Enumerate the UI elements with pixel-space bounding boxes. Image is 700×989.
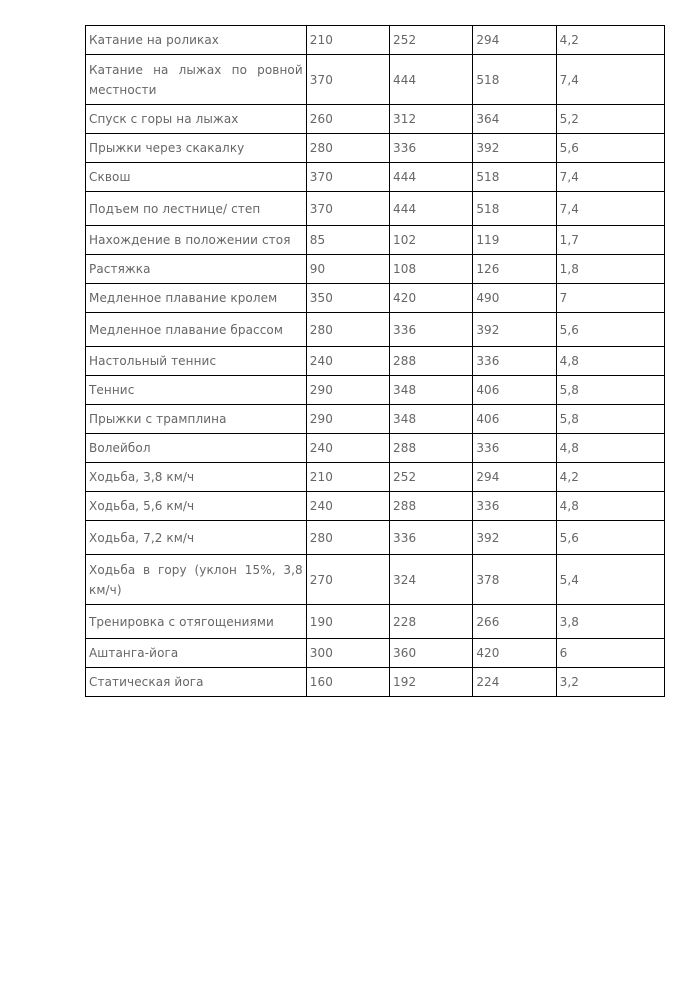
table-row [86, 284, 665, 313]
value-cell-col2: 192 [390, 668, 473, 697]
activity-name-cell: Подъем по лестнице/ степ [86, 192, 307, 226]
table-row [86, 163, 665, 192]
value-cell-col1: 90 [306, 255, 389, 284]
activity-name-cell: Настольный теннис [86, 347, 307, 376]
value-cell-col2: 444 [390, 55, 473, 105]
value-cell-col4: 5,4 [556, 555, 664, 605]
value-cell-col2: 312 [390, 105, 473, 134]
table-row [86, 463, 665, 492]
value-cell-col4: 4,2 [556, 463, 664, 492]
table-row [86, 313, 665, 347]
value-cell-col3: 126 [473, 255, 556, 284]
value-cell-col3: 392 [473, 521, 556, 555]
value-cell-col3: 294 [473, 463, 556, 492]
activity-name-cell: Аштанга-йога [86, 639, 307, 668]
activity-name-cell: Ходьба, 3,8 км/ч [86, 463, 307, 492]
table-row [86, 405, 665, 434]
activity-name-cell: Ходьба в гору (уклон 15%, 3,8 км/ч) [86, 555, 307, 605]
value-cell-col3: 266 [473, 605, 556, 639]
table-row [86, 134, 665, 163]
value-cell-col4: 1,8 [556, 255, 664, 284]
value-cell-col3: 392 [473, 134, 556, 163]
table-row [86, 105, 665, 134]
value-cell-col3: 518 [473, 163, 556, 192]
value-cell-col2: 336 [390, 134, 473, 163]
value-cell-col2: 102 [390, 226, 473, 255]
activity-name-cell: Катание на роликах [86, 26, 307, 55]
value-cell-col3: 378 [473, 555, 556, 605]
value-cell-col4: 7,4 [556, 163, 664, 192]
value-cell-col1: 300 [306, 639, 389, 668]
value-cell-col1: 280 [306, 313, 389, 347]
table-row [86, 639, 665, 668]
value-cell-col3: 364 [473, 105, 556, 134]
value-cell-col1: 370 [306, 163, 389, 192]
table-body [86, 26, 665, 697]
value-cell-col1: 240 [306, 492, 389, 521]
value-cell-col4: 5,6 [556, 521, 664, 555]
value-cell-col2: 348 [390, 405, 473, 434]
value-cell-col3: 518 [473, 55, 556, 105]
table-row [86, 347, 665, 376]
value-cell-col1: 190 [306, 605, 389, 639]
value-cell-col4: 3,2 [556, 668, 664, 697]
table-row [86, 226, 665, 255]
value-cell-col2: 444 [390, 163, 473, 192]
value-cell-col2: 348 [390, 376, 473, 405]
value-cell-col2: 288 [390, 347, 473, 376]
value-cell-col4: 6 [556, 639, 664, 668]
activity-name-cell: Спуск с горы на лыжах [86, 105, 307, 134]
table-row [86, 668, 665, 697]
value-cell-col3: 406 [473, 405, 556, 434]
value-cell-col4: 7,4 [556, 55, 664, 105]
value-cell-col3: 392 [473, 313, 556, 347]
value-cell-col4: 5,6 [556, 313, 664, 347]
value-cell-col2: 444 [390, 192, 473, 226]
table-row [86, 521, 665, 555]
value-cell-col4: 5,8 [556, 376, 664, 405]
table-row [86, 376, 665, 405]
value-cell-col4: 5,2 [556, 105, 664, 134]
value-cell-col3: 224 [473, 668, 556, 697]
value-cell-col4: 5,8 [556, 405, 664, 434]
activity-name-cell: Прыжки с трамплина [86, 405, 307, 434]
value-cell-col4: 4,8 [556, 434, 664, 463]
activity-name-cell: Тренировка с отягощениями [86, 605, 307, 639]
value-cell-col1: 160 [306, 668, 389, 697]
value-cell-col3: 336 [473, 492, 556, 521]
value-cell-col1: 270 [306, 555, 389, 605]
value-cell-col3: 336 [473, 347, 556, 376]
value-cell-col1: 280 [306, 134, 389, 163]
activity-calorie-table [85, 25, 665, 697]
value-cell-col1: 280 [306, 521, 389, 555]
value-cell-col2: 324 [390, 555, 473, 605]
value-cell-col1: 240 [306, 434, 389, 463]
activity-name-cell: Волейбол [86, 434, 307, 463]
value-cell-col3: 420 [473, 639, 556, 668]
table-row [86, 555, 665, 605]
value-cell-col2: 288 [390, 492, 473, 521]
value-cell-col1: 290 [306, 405, 389, 434]
value-cell-col3: 119 [473, 226, 556, 255]
activity-name-cell: Нахождение в положении стоя [86, 226, 307, 255]
table-row [86, 55, 665, 105]
value-cell-col2: 252 [390, 26, 473, 55]
activity-name-cell: Статическая йога [86, 668, 307, 697]
value-cell-col1: 85 [306, 226, 389, 255]
activity-name-cell: Ходьба, 5,6 км/ч [86, 492, 307, 521]
value-cell-col3: 406 [473, 376, 556, 405]
value-cell-col4: 7,4 [556, 192, 664, 226]
value-cell-col1: 260 [306, 105, 389, 134]
value-cell-col2: 228 [390, 605, 473, 639]
value-cell-col2: 360 [390, 639, 473, 668]
activity-name-cell: Медленное плавание брассом [86, 313, 307, 347]
activity-name-cell: Катание на лыжах по ровной местности [86, 55, 307, 105]
activity-name-cell: Медленное плавание кролем [86, 284, 307, 313]
table-row [86, 26, 665, 55]
table-row [86, 492, 665, 521]
value-cell-col2: 336 [390, 521, 473, 555]
value-cell-col2: 420 [390, 284, 473, 313]
value-cell-col2: 252 [390, 463, 473, 492]
value-cell-col1: 350 [306, 284, 389, 313]
value-cell-col1: 370 [306, 192, 389, 226]
value-cell-col2: 288 [390, 434, 473, 463]
activity-name-cell: Растяжка [86, 255, 307, 284]
value-cell-col4: 4,2 [556, 26, 664, 55]
value-cell-col3: 518 [473, 192, 556, 226]
value-cell-col4: 1,7 [556, 226, 664, 255]
value-cell-col3: 336 [473, 434, 556, 463]
value-cell-col3: 490 [473, 284, 556, 313]
value-cell-col4: 7 [556, 284, 664, 313]
value-cell-col4: 5,6 [556, 134, 664, 163]
activity-name-cell: Прыжки через скакалку [86, 134, 307, 163]
value-cell-col4: 4,8 [556, 347, 664, 376]
activity-name-cell: Ходьба, 7,2 км/ч [86, 521, 307, 555]
activity-name-cell: Теннис [86, 376, 307, 405]
table-row [86, 255, 665, 284]
value-cell-col4: 4,8 [556, 492, 664, 521]
value-cell-col1: 290 [306, 376, 389, 405]
table-row [86, 605, 665, 639]
value-cell-col1: 370 [306, 55, 389, 105]
value-cell-col2: 108 [390, 255, 473, 284]
table-row [86, 192, 665, 226]
value-cell-col1: 210 [306, 463, 389, 492]
value-cell-col1: 210 [306, 26, 389, 55]
table-row [86, 434, 665, 463]
value-cell-col1: 240 [306, 347, 389, 376]
value-cell-col2: 336 [390, 313, 473, 347]
value-cell-col3: 294 [473, 26, 556, 55]
activity-name-cell: Сквош [86, 163, 307, 192]
value-cell-col4: 3,8 [556, 605, 664, 639]
